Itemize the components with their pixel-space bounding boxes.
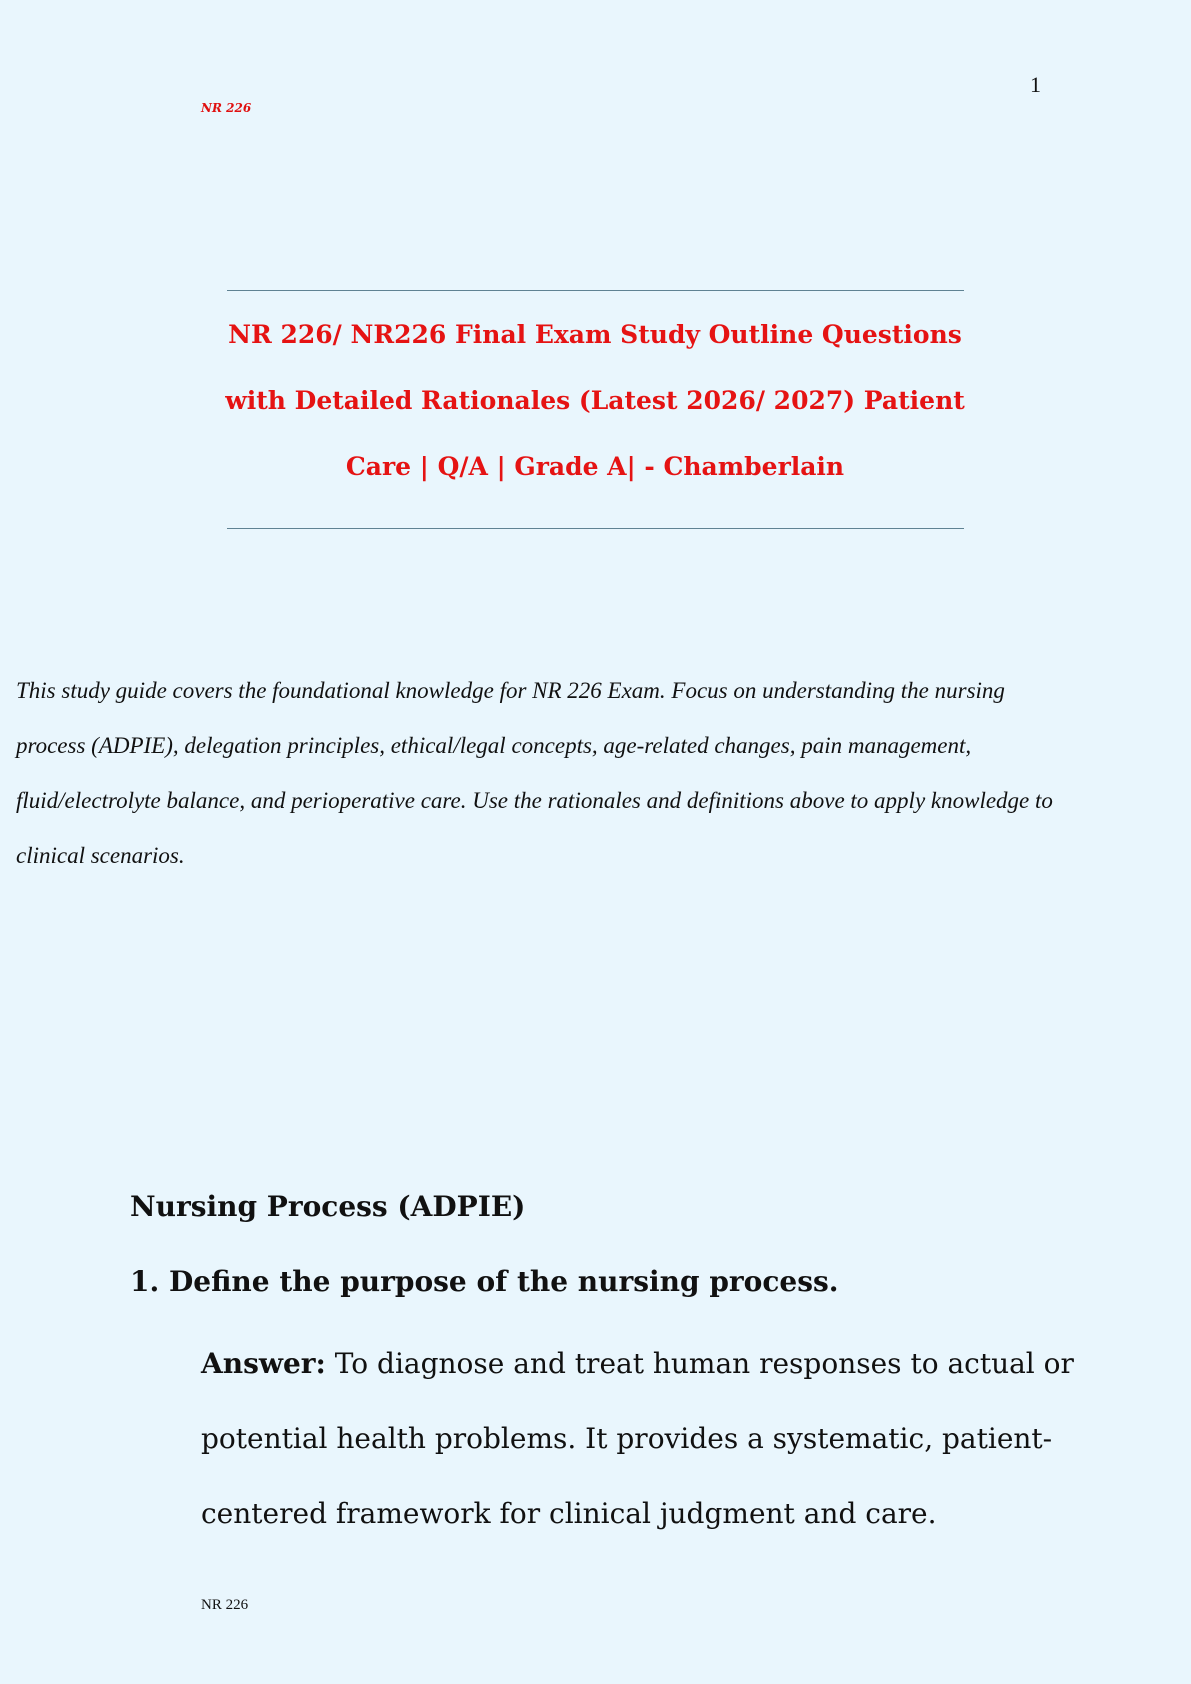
header-course-tag: NR 226 (201, 101, 252, 115)
title-rule-top (227, 290, 964, 291)
section-heading: Nursing Process (ADPIE) (130, 1190, 526, 1223)
intro-paragraph: This study guide covers the foundational knowledge for NR 226 Exam. Focus on understanding the nursing process (ADPIE), delegation principles, ethical/legal concepts, age-related changes, pain management, fluid/electrolyte balance, and perioperative care. Use the rationales and definitions above to apply knowledge to clinical scenarios. (16, 678, 1053, 868)
answer-1 (201, 1326, 1081, 1551)
answer-text: To diagnose and treat human responses to actual or potential health problems. It provides a systematic, patient-centered framework for clinical judgment and care. (201, 1347, 1074, 1530)
document-title: NR 226/ NR226 Final Exam Study Outline Questions with Detailed Rationales (Latest 2026/ 2027) Patient Care | Q/A | Grade A| - Chamberlain (225, 320, 965, 481)
footer-course-tag: NR 226 (201, 1597, 249, 1613)
question-1: 1. Define the purpose of the nursing process. (130, 1265, 839, 1298)
page-number: 1 (1030, 72, 1041, 97)
answer-label: Answer: (201, 1347, 326, 1380)
title-rule-bottom (227, 528, 964, 529)
